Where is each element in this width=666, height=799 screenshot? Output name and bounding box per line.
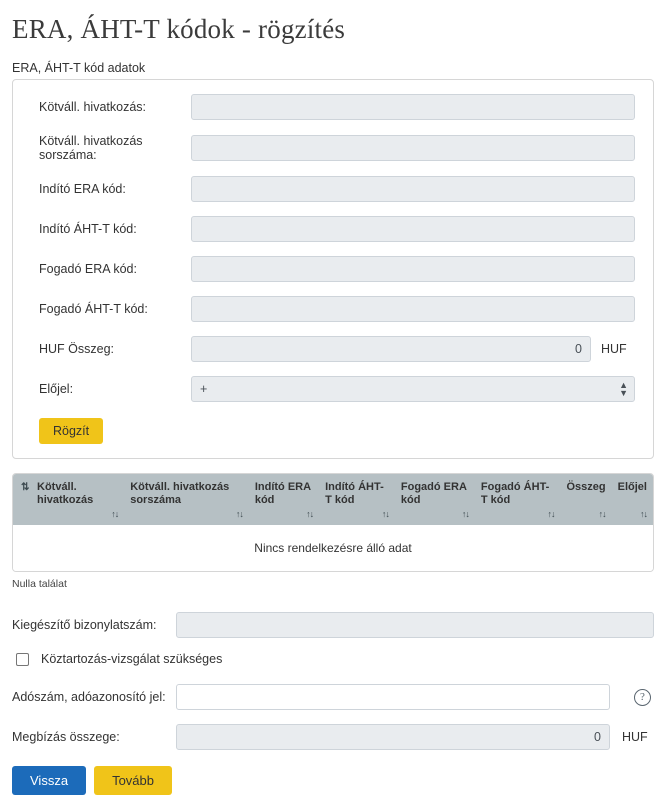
table-header-label: Fogadó ERA kód (400, 481, 467, 506)
chevron-updown-icon: ▲ ▼ (619, 380, 628, 398)
sort-icon: ↑↓ (640, 509, 647, 519)
input-indito-aht-t-kod[interactable] (191, 216, 635, 242)
select-elojel[interactable] (191, 376, 635, 402)
form-row-fogado-era-kod (31, 256, 635, 282)
sort-icon: ↑↓ (598, 509, 606, 519)
row-kiegeszito-bizonylatszam (12, 612, 654, 638)
form-row-indito-era-kod (31, 176, 635, 202)
form-row-indito-aht-t-kod (31, 216, 635, 242)
table-header-label: Kötváll. hivatkozás (37, 481, 94, 506)
checkbox-koztartozas-vizsgalat[interactable] (16, 653, 29, 666)
table-empty-message: Nincs rendelkezésre álló adat (13, 525, 653, 571)
input-kiegeszito-bizonylatszam[interactable] (176, 612, 654, 638)
label-indito-era-kod: Indító ERA kód: (39, 182, 126, 196)
results-table-wrap (12, 473, 654, 572)
table-header-kotvall-hivatkozas[interactable] (31, 474, 124, 525)
label-adoszam: Adószám, adóazonosító jel: (12, 690, 166, 704)
row-megbizas-osszege (12, 724, 654, 750)
submit-row (31, 418, 635, 444)
table-header-fogado-aht-t-kod[interactable] (475, 474, 561, 525)
table-header-indito-aht-t-kod[interactable] (319, 474, 395, 525)
table-header-row (13, 474, 653, 525)
table-header-osszeg[interactable] (561, 474, 612, 525)
input-adoszam[interactable] (176, 684, 610, 710)
era-aht-form (12, 79, 654, 459)
input-fogado-era-kod[interactable] (191, 256, 635, 282)
sort-icon: ↑↓ (111, 509, 119, 519)
rogzit-button[interactable]: Rögzít (39, 418, 103, 444)
footer-buttons (12, 766, 654, 795)
label-indito-aht-t-kod: Indító ÁHT-T kód: (39, 222, 137, 236)
unit-megbizas-huf: HUF (622, 730, 648, 744)
table-header-label: Fogadó ÁHT-T kód (480, 481, 550, 506)
form-row-huf-osszeg (31, 336, 635, 362)
sort-icon: ↑↓ (547, 509, 555, 519)
table-header-label: Kötváll. hivatkozás sorszáma (130, 481, 230, 506)
sort-icon: ↑↓ (306, 509, 314, 519)
elojel-select-wrap (191, 376, 635, 402)
form-row-elojel (31, 376, 635, 402)
input-huf-osszeg[interactable] (191, 336, 591, 362)
sort-icon: ↑↓ (461, 509, 469, 519)
label-kotvall-hivatkozas: Kötváll. hivatkozás: (39, 100, 146, 114)
huf-osszeg-control-wrap (191, 336, 635, 362)
results-table (13, 474, 653, 571)
row-koztartozas-vizsgalat[interactable] (12, 652, 654, 666)
input-megbizas-osszege[interactable] (176, 724, 610, 750)
vissza-button[interactable]: Vissza (12, 766, 86, 795)
result-count: Nulla találat (12, 578, 67, 590)
bottom-section (12, 612, 654, 795)
table-header-sorter[interactable] (13, 474, 31, 525)
table-header-label: Indító ERA kód (254, 481, 311, 506)
label-fogado-aht-t-kod: Fogadó ÁHT-T kód: (39, 302, 148, 316)
table-row (13, 525, 653, 571)
label-megbizas-osszege: Megbízás összege: (12, 730, 120, 744)
input-fogado-aht-t-kod[interactable] (191, 296, 635, 322)
table-header-label: Előjel (617, 481, 647, 493)
label-kiegeszito-bizonylatszam: Kiegészítő bizonylatszám: (12, 618, 157, 632)
input-kotvall-hivatkozas[interactable] (191, 94, 635, 120)
form-row-kotvall-hivatkozas-sorszama (31, 134, 635, 162)
table-header-elojel[interactable] (612, 474, 653, 525)
table-header-indito-era-kod[interactable] (249, 474, 319, 525)
form-row-fogado-aht-t-kod (31, 296, 635, 322)
adoszam-help-wrap (610, 689, 654, 706)
sort-icon: ↑↓ (381, 509, 389, 519)
label-kotvall-hivatkozas-sorszama: Kötváll. hivatkozás sorszáma: (39, 134, 143, 162)
label-koztartozas-vizsgalat: Köztartozás-vizsgálat szükséges (41, 652, 223, 666)
label-elojel: Előjel: (39, 382, 74, 396)
table-header-fogado-era-kod[interactable] (395, 474, 475, 525)
sort-updown-icon: ⇅ (21, 482, 29, 493)
label-huf-osszeg: HUF Összeg: (39, 342, 115, 356)
table-header-kotvall-hivatkozas-sorszama[interactable] (124, 474, 249, 525)
form-legend: ERA, ÁHT-T kód adatok (12, 61, 146, 75)
table-header-label: Indító ÁHT-T kód (325, 481, 384, 506)
page-title: ERA, ÁHT-T kódok - rögzítés (12, 14, 346, 44)
form-row-kotvall-hivatkozas (31, 94, 635, 120)
label-fogado-era-kod: Fogadó ERA kód: (39, 262, 137, 276)
table-header-label: Összeg (566, 481, 606, 493)
row-adoszam (12, 684, 654, 710)
question-mark-icon[interactable]: ? (634, 689, 651, 706)
input-kotvall-hivatkozas-sorszama[interactable] (191, 135, 635, 161)
sort-icon: ↑↓ (235, 509, 243, 519)
input-indito-era-kod[interactable] (191, 176, 635, 202)
unit-huf: HUF (601, 342, 627, 356)
tovabb-button[interactable]: Tovább (94, 766, 172, 795)
